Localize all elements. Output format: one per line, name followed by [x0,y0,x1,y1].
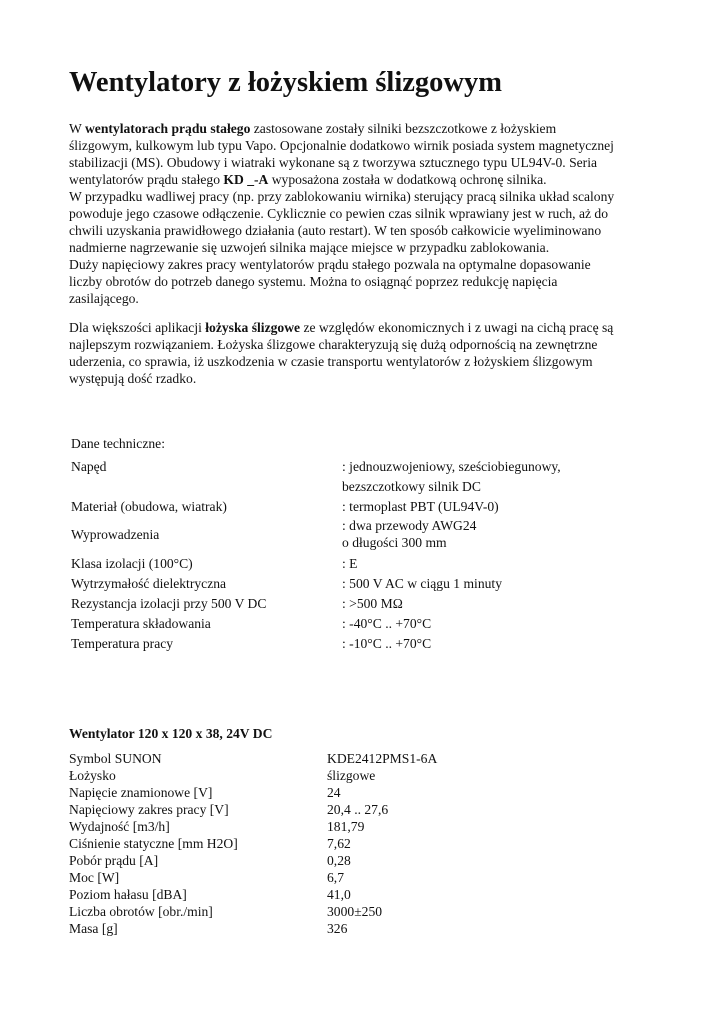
spec-value: : -10°C .. +70°C [342,636,432,651]
fan-spec-label: Pobór prądu [A] [69,853,159,868]
text-line: uderzenia, co sprawia, iż uszkodzenia w czasie transportu wentylatorów z łożyskiem ślizgowym [69,354,593,369]
fan-spec-label: Symbol SUNON [69,751,162,766]
spec-label: Wyprowadzenia [71,527,160,542]
text-line: najlepszym rozwiązaniem. Łożyska ślizgowe charakteryzują się dużą odpornością na zewnętrzne [69,337,598,352]
intro-paragraph [69,120,669,307]
spec-label: Rezystancja izolacji przy 500 V DC [71,596,267,611]
spec-label: Klasa izolacji (100°C) [71,556,193,571]
fan-spec-value: KDE2412PMS1-6A [327,751,438,766]
fan-spec-value: 41,0 [327,887,351,902]
fan-row [69,768,629,785]
spec-label: Temperatura pracy [71,636,174,651]
page-title: Wentylatory z łożyskiem ślizgowym [69,67,502,98]
fan-row [69,921,629,938]
fan-spec-label: Masa [g] [69,921,118,936]
text-line: W wentylatorach prądu stałego zastosowane zostały silniki bezszczotkowe z łożyskiem [69,121,557,136]
fan-row [69,836,629,853]
fan-row [69,785,629,802]
fan-spec-value: 20,4 .. 27,6 [327,802,389,817]
spec-value: : dwa przewody AWG24 [342,518,477,533]
spec-value: : E [342,556,358,571]
fan-row [69,870,629,887]
fan-spec-label: Liczba obrotów [obr./min] [69,904,213,919]
text-line: liczby obrotów do potrzeb danego systemu. Można to osiągnąć poprzez redukcję napięcia [69,274,558,289]
bold-term: wentylatorach prądu stałego [84,121,251,136]
spec-value-continued: bezszczotkowy silnik DC [342,479,481,494]
fan-spec-value: 3000±250 [327,904,383,919]
fan-spec-label: Łożysko [69,768,116,783]
fan-spec-label: Napięciowy zakres pracy [V] [69,802,229,817]
text-line: chwili uzyskania prawidłowego działania (auto restart). W ten sposób całkowicie wyeliminowano [69,223,602,238]
fan-spec-label: Poziom hałasu [dBA] [69,887,187,902]
spec-label: Wytrzymałość dielektryczna [71,576,227,591]
fan-spec-label: Ciśnienie statyczne [mm H2O] [69,836,238,851]
spec-value: : >500 MΩ [342,596,403,611]
fan-spec-value: 0,28 [327,853,351,868]
spec-value-continued: o długości 300 mm [342,535,447,550]
bold-term: KD _-A [223,172,269,187]
spec-label: Temperatura składowania [71,616,211,631]
fan-row [69,802,629,819]
text-line: W przypadku wadliwej pracy (np. przy zablokowaniu wirnika) sterujący pracą silnika układ scalony [69,189,615,204]
bold-term: łożyska ślizgowe [205,320,301,335]
spec-label: Materiał (obudowa, wiatrak) [71,499,227,514]
bearing-paragraph [69,319,669,387]
fan-spec-value: 326 [327,921,348,936]
text-line: stabilizacji (MS). Obudowy i wiatraki wykonane są z tworzywa sztucznego typu UL94V-0. Seria [69,155,598,170]
fan-spec-label: Wydajność [m3/h] [69,819,170,834]
fan-spec-label: Moc [W] [69,870,120,885]
technical-data-heading: Dane techniczne: [71,436,165,451]
fan-row [69,887,629,904]
text-line: Dla większości aplikacji łożyska ślizgowe ze względów ekonomicznych i z uwagi na cichą pracę są [69,320,614,335]
fan-row [69,751,629,768]
fan-row [69,904,629,921]
spec-value: : termoplast PBT (UL94V-0) [342,499,499,514]
fan-model-title: Wentylator 120 x 120 x 38, 24V DC [69,726,273,741]
text-line: zasilającego. [69,291,139,306]
fan-row [69,853,629,870]
text-line: Duży napięciowy zakres pracy wentylatorów prądu stałego pozwala na optymalne dopasowanie [69,257,591,272]
fan-spec-value: 24 [327,785,341,800]
text-line: ślizgowym, kulkowym lub typu Vapo. Opcjonalnie dodatkowo wirnik posiada system magnetycznej [69,138,614,153]
text-line: nadmierne nagrzewanie się uzwojeń silnika mające miejsce w przypadku zablokowania. [69,240,550,255]
spec-value: : -40°C .. +70°C [342,616,432,631]
fan-spec-value: ślizgowe [327,768,376,783]
fan-spec-value: 7,62 [327,836,351,851]
spec-value: : 500 V AC w ciągu 1 minuty [342,576,502,591]
spec-label: Napęd [71,459,107,474]
fan-spec-label: Napięcie znamionowe [V] [69,785,213,800]
fan-spec-value: 181,79 [327,819,365,834]
text-line: wentylatorów prądu stałego KD _-A wyposażona została w dodatkową ochronę silnika. [69,172,547,187]
text-line: występują dość rzadko. [69,371,197,386]
fan-spec-value: 6,7 [327,870,344,885]
fan-row [69,819,629,836]
spec-value: : jednouzwojeniowy, sześciobiegunowy, [342,459,561,474]
text-line: powoduje jego czasowe odłączenie. Cyklicznie co pewien czas silnik wprawiany jest w ruch, aż do [69,206,609,221]
